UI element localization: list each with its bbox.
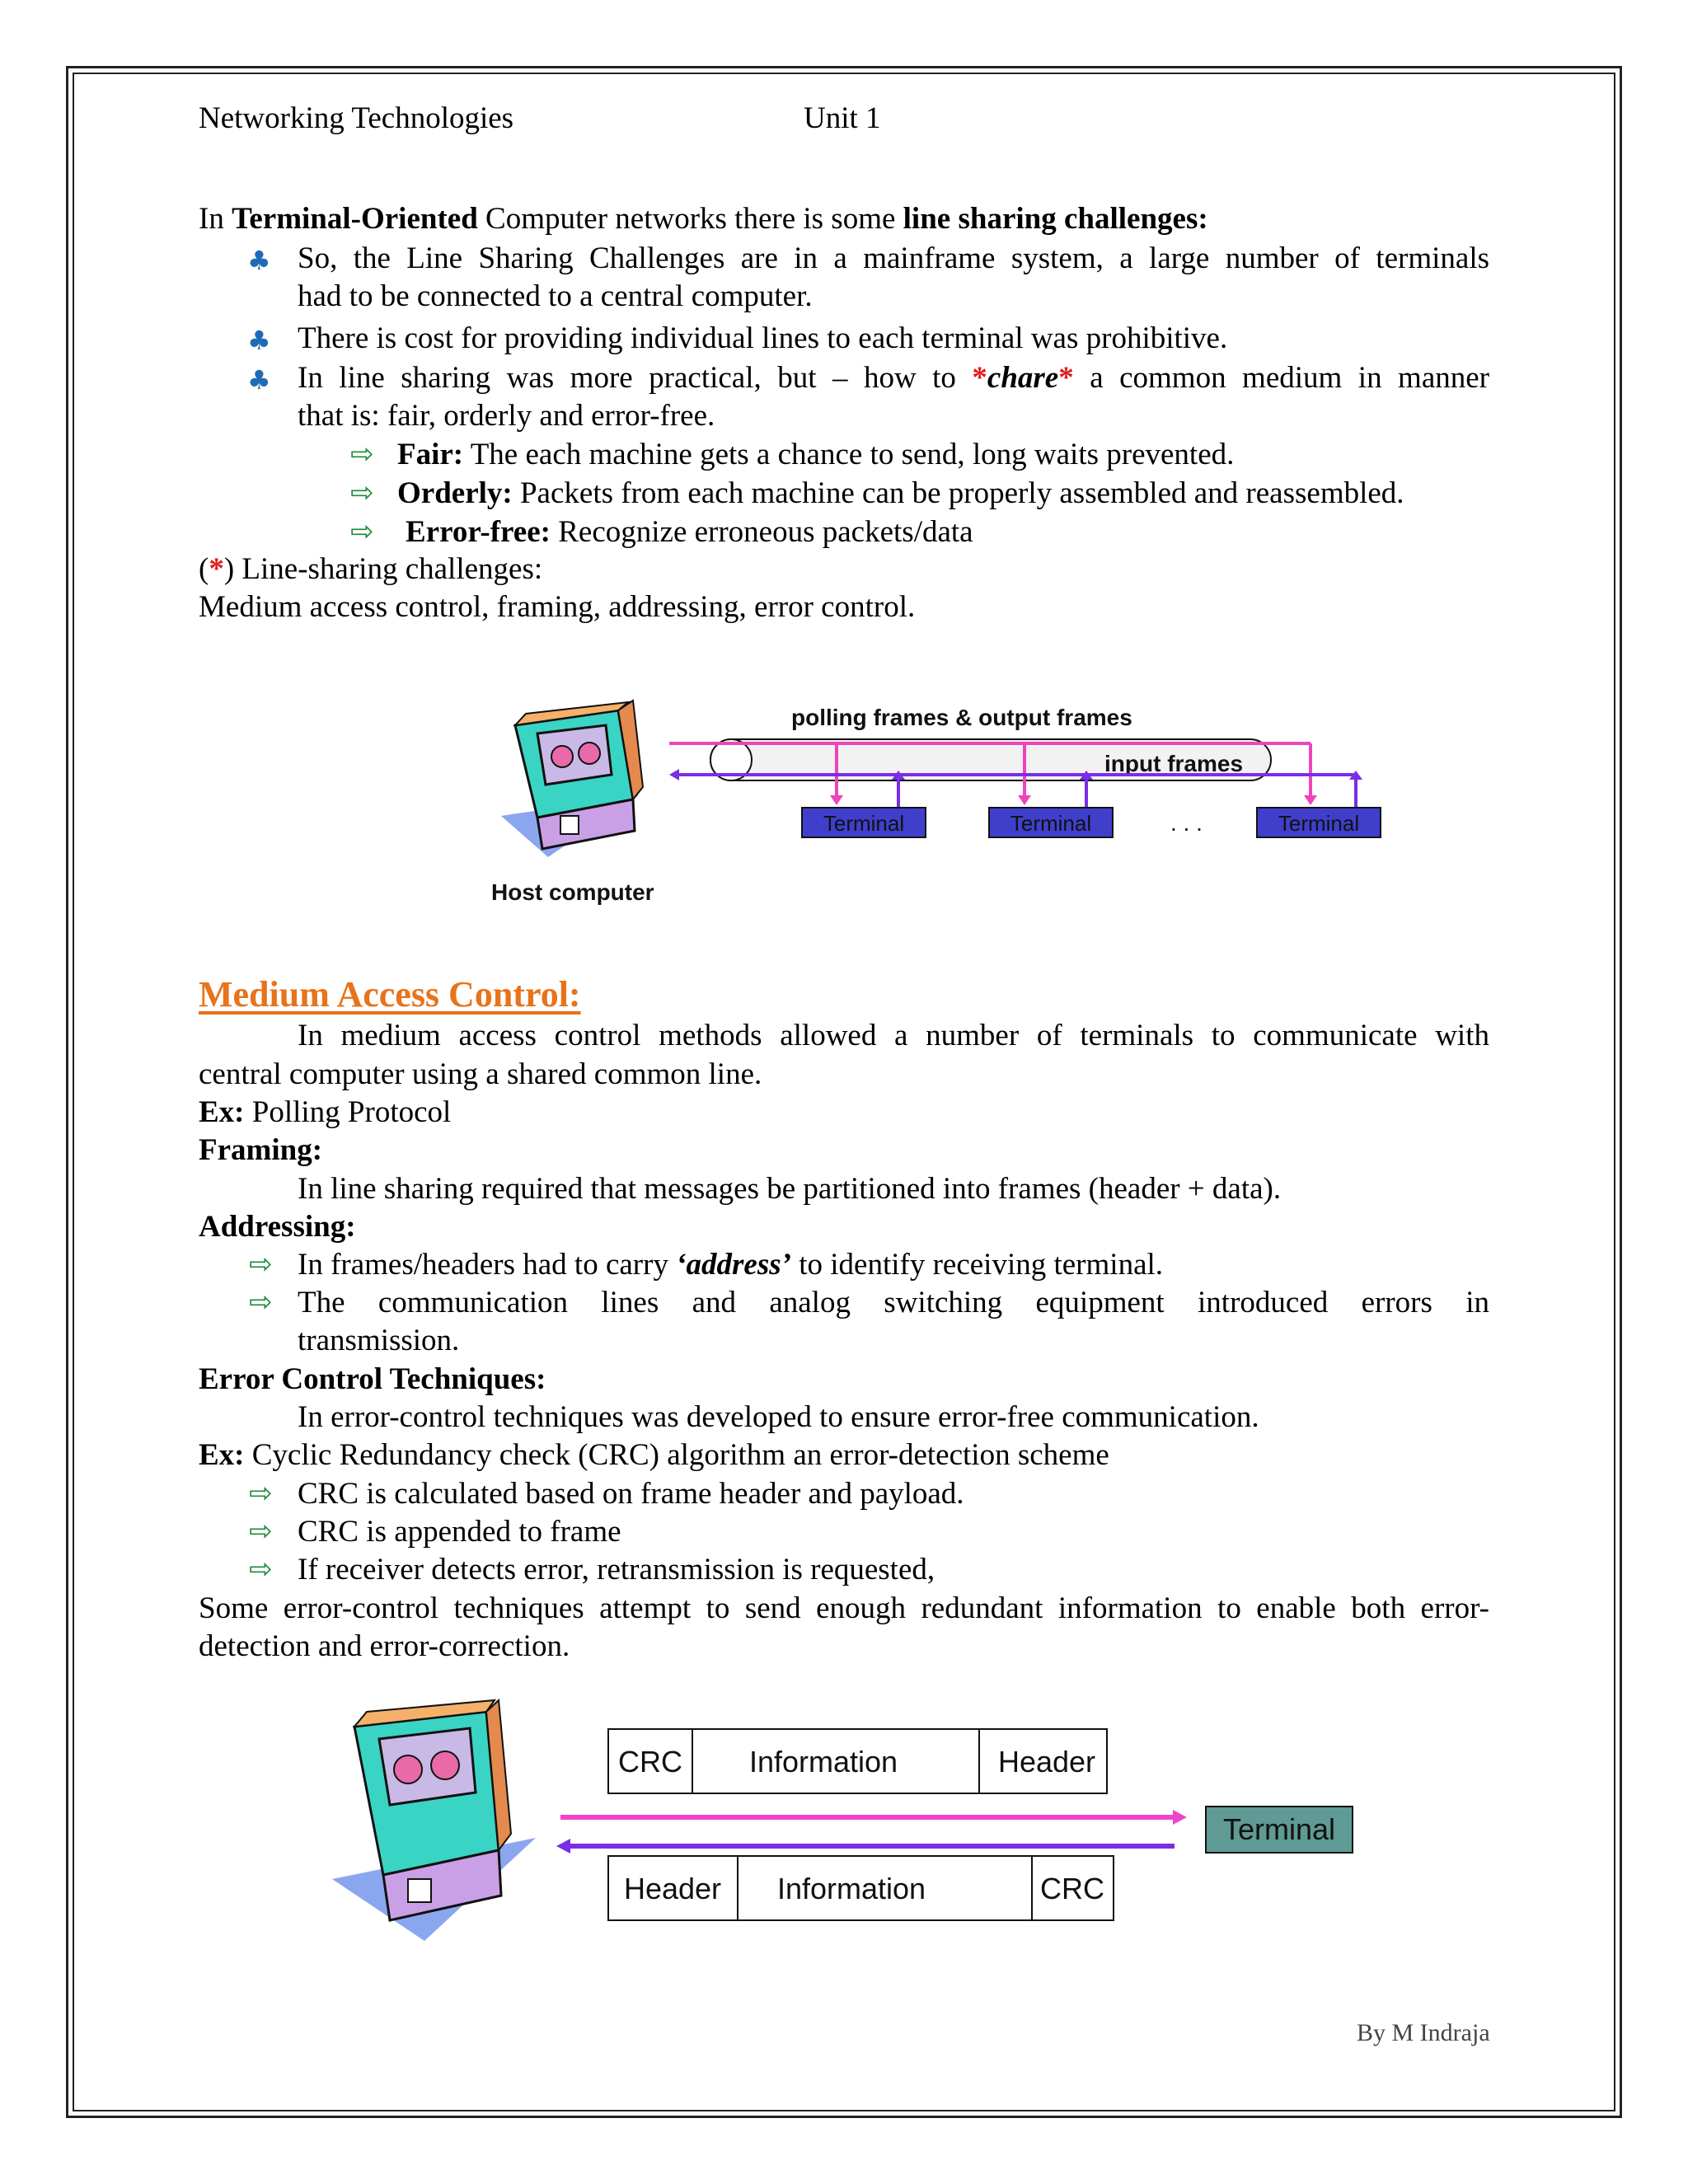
outgoing-arrow — [560, 1810, 1187, 1825]
terminal-box — [989, 808, 1113, 837]
arrow-bullet-icon: ⇨ — [249, 1553, 273, 1586]
frame-field-header: Header — [997, 1745, 1096, 1779]
input-line — [669, 769, 1362, 808]
sub-bullet-term: Orderly: — [397, 476, 513, 510]
bullet-3-text-a: In line sharing was more practical, but – how to — [298, 361, 973, 395]
arrow-bullet-icon: ⇨ — [350, 515, 374, 548]
terminal-label: Terminal — [1222, 1812, 1336, 1846]
addressing-heading: Addressing: — [199, 1210, 356, 1244]
bullet-3-line1 — [298, 359, 1489, 397]
sub-bullet-text: Packets from each machine can be properly assembled and reassembled. — [512, 476, 1404, 510]
mac-para-line2: central computer using a shared common line. — [199, 1057, 762, 1091]
note-paren: ( — [199, 552, 209, 586]
crc-bullet-1: CRC is calculated based on frame header and payload. — [298, 1477, 964, 1511]
ellipsis: . . . — [1170, 810, 1203, 836]
arrow-bullet-icon: ⇨ — [249, 1286, 273, 1319]
frame-field-crc: CRC — [618, 1745, 682, 1779]
intro-prefix: In — [199, 202, 232, 236]
arrow-bullet-icon: ⇨ — [249, 1515, 273, 1548]
note-star: * — [209, 552, 224, 586]
bullet-1-line2: had to be connected to a central computer. — [298, 279, 813, 313]
addressing-bullet-1 — [298, 1246, 1163, 1284]
course-title: Networking Technologies — [199, 101, 514, 135]
arrow-bullet-icon: ⇨ — [249, 1477, 273, 1510]
frame-field-information: Information — [776, 1872, 926, 1905]
club-bullet-icon: ♣ — [247, 364, 271, 396]
unit-label: Unit 1 — [804, 101, 881, 135]
mac-para-line1: In medium access control methods allowed a number of terminals to communicate with — [298, 1019, 1489, 1052]
intro-line — [199, 200, 1208, 238]
bullet-3-chare: chare — [987, 361, 1059, 395]
frame-field-crc: CRC — [1040, 1872, 1104, 1905]
bullet-2-line1: There is cost for providing individual lines to each terminal was prohibitive. — [298, 321, 1228, 355]
incoming-frame — [608, 1856, 1114, 1920]
outgoing-frame — [608, 1729, 1107, 1793]
bullet-1-line1: So, the Line Sharing Challenges are in a mainframe system, a large number of terminals — [298, 241, 1489, 275]
input-frames-label: input frames — [1104, 751, 1244, 776]
note-line-1 — [199, 551, 542, 588]
ex-label: Ex: — [199, 1438, 245, 1472]
addressing-text-b: to identify receiving terminal. — [790, 1248, 1164, 1282]
sub-bullet-fair — [397, 436, 1234, 474]
terminal-box — [1257, 808, 1381, 837]
bullet-3-star: * — [972, 361, 987, 395]
bullet-3-star: * — [1058, 361, 1074, 395]
intro-bold-challenges: line sharing challenges: — [903, 202, 1208, 236]
mac-heading: Medium Access Control: — [199, 974, 581, 1015]
arrow-bullet-icon: ⇨ — [350, 476, 374, 509]
intro-bold-terminal: Terminal-Oriented — [232, 202, 478, 236]
framing-heading: Framing: — [199, 1133, 323, 1167]
terminal-box — [1206, 1807, 1353, 1853]
host-computer-icon — [501, 701, 643, 857]
crc-bullet-2: CRC is appended to frame — [298, 1515, 621, 1549]
addressing-bullet-2-line2: transmission. — [298, 1324, 460, 1357]
host-computer-label: Host computer — [491, 879, 654, 905]
author-footer: By M Indraja — [1357, 2019, 1490, 2046]
error-control-closing-line1: Some error-control techniques attempt to send enough redundant information to enable both error- — [199, 1591, 1489, 1625]
error-control-text: In error-control techniques was developed to ensure error-free communication. — [298, 1400, 1259, 1434]
sub-bullet-text: Recognize erroneous packets/data — [550, 515, 973, 549]
computer-icon — [332, 1700, 536, 1941]
crc-bullet-3: If receiver detects error, retransmission is requested, — [298, 1553, 935, 1586]
frame-field-information: Information — [748, 1745, 898, 1779]
error-control-example — [199, 1436, 1109, 1474]
sub-bullet-term: Error-free: — [406, 515, 551, 549]
addressing-bullet-2-line1: The communication lines and analog switching equipment introduced errors in — [298, 1286, 1489, 1319]
error-control-heading: Error Control Techniques: — [199, 1362, 546, 1396]
frame-field-header: Header — [623, 1872, 722, 1905]
note-text: ) Line-sharing challenges: — [223, 552, 543, 586]
incoming-arrow — [556, 1839, 1175, 1854]
polling-diagram — [486, 692, 1393, 915]
note-line-2: Medium access control, framing, addressing, error control. — [199, 590, 916, 624]
ex-label: Ex: — [199, 1095, 245, 1129]
framing-text: In line sharing required that messages be partitioned into frames (header + data). — [298, 1172, 1282, 1206]
sub-bullet-orderly — [397, 475, 1404, 513]
arrow-bullet-icon: ⇨ — [249, 1248, 273, 1281]
polling-frames-label: polling frames & output frames — [791, 705, 1132, 730]
sub-bullet-term: Fair: — [397, 438, 464, 471]
error-control-closing-line2: detection and error-correction. — [199, 1629, 570, 1663]
addressing-text-a: In frames/headers had to carry — [298, 1248, 677, 1282]
terminal-label: Terminal — [1010, 811, 1092, 836]
addressing-address-term: ‘address’ — [676, 1248, 791, 1282]
sub-bullet-text: The each machine gets a chance to send, long waits prevented. — [463, 438, 1235, 471]
terminal-label: Terminal — [1278, 811, 1360, 836]
sub-bullet-error-free — [406, 513, 973, 551]
ex-text: Cyclic Redundancy check (CRC) algorithm an error-detection scheme — [244, 1438, 1109, 1472]
intro-middle: Computer networks there is some — [477, 202, 903, 236]
mac-example — [199, 1094, 451, 1132]
crc-frame-diagram — [326, 1694, 1381, 1949]
club-bullet-icon: ♣ — [247, 325, 271, 356]
terminal-label: Terminal — [823, 811, 905, 836]
bullet-3-text-b: a common medium in manner — [1073, 361, 1489, 395]
terminal-box — [802, 808, 926, 837]
bullet-3-line2: that is: fair, orderly and error-free. — [298, 399, 715, 433]
ex-text: Polling Protocol — [244, 1095, 452, 1129]
club-bullet-icon: ♣ — [247, 245, 271, 276]
arrow-bullet-icon: ⇨ — [350, 438, 374, 471]
